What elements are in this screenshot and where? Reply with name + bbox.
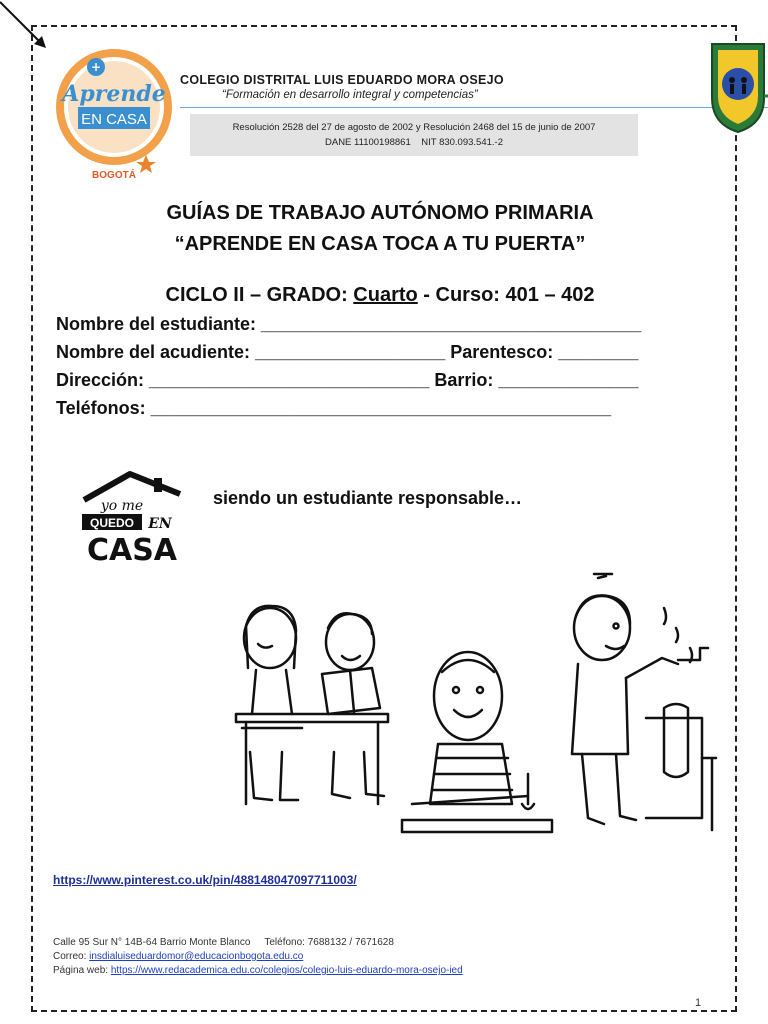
footer-email-link[interactable]: insdialuiseduardomor@educacionbogota.edu.co [89, 951, 304, 962]
guardian-field[interactable]: Nombre del acudiente: ___________________ Parentesco: ________ [56, 342, 639, 362]
yomeq-line4: CASA [86, 533, 178, 564]
pinterest-link[interactable]: https://www.pinterest.co.uk/pin/488148047097711003/ [53, 873, 357, 887]
guide-title-line1: GUÍAS DE TRABAJO AUTÓNOMO PRIMARIA [166, 202, 594, 224]
resolution-line1: Resolución 2528 del 27 de agosto de 2002 y Resolución 2468 del 15 de junio de 2007 [232, 122, 596, 133]
cycle-grade-course [60, 284, 700, 307]
student-name-field[interactable]: Nombre del estudiante: ______________________________________ [56, 314, 642, 334]
logo-city: BOGOTÁ [92, 170, 136, 181]
responsible-student-text: siendo un estudiante responsable… [213, 488, 523, 508]
guide-title-line2: “APRENDE EN CASA TOCA A TU PUERTA” [174, 233, 586, 255]
logo-line1: Aprende [62, 81, 166, 107]
footer-email-line [53, 951, 303, 962]
logo-line2: EN CASA [81, 111, 147, 128]
header-divider [180, 107, 768, 108]
children-illustration [232, 568, 722, 850]
resolution-line2: DANE 11100198861 NIT 830.093.541.-2 [325, 137, 503, 148]
footer-email-label: Correo: [53, 951, 90, 962]
footer-address: Calle 95 Sur N° 14B-64 Barrio Monte Blanco [53, 937, 251, 948]
aprende-en-casa-logo [50, 45, 178, 185]
svg-text:+: + [90, 60, 102, 74]
yomeq-line2: QUEDO [89, 516, 135, 530]
school-shield-logo [708, 40, 768, 136]
corner-arrow-icon [0, 0, 50, 50]
page-number: 1 [695, 997, 702, 1009]
resolution-box [190, 114, 638, 156]
footer-web-link[interactable]: https://www.redacademica.edu.co/colegios/colegio-luis-eduardo-mora-osejo-ied [110, 965, 463, 976]
yo-me-quedo-en-casa-logo [78, 470, 186, 564]
footer-phone: Teléfono: 7688132 / 7671628 [264, 937, 394, 948]
footer-web-line [53, 965, 463, 976]
school-motto: “Formación en desarrollo integral y competencias” [222, 89, 478, 101]
school-name: COLEGIO DISTRITAL LUIS EDUARDO MORA OSEJO [180, 73, 504, 87]
phones-field[interactable]: Teléfonos: ______________________________________________ [56, 398, 612, 418]
footer-address-line [53, 937, 394, 948]
cycle-prefix: CICLO II – GRADO: [165, 284, 354, 306]
address-field[interactable]: Dirección: ____________________________ Barrio: ______________ [56, 370, 639, 390]
yomeq-line1: yo me [100, 498, 144, 514]
footer-web-label: Página web: [53, 965, 111, 976]
course-value: - Curso: 401 – 402 [417, 284, 595, 306]
yomeq-line3: EN [148, 516, 172, 532]
grade-value: Cuarto [353, 284, 418, 306]
